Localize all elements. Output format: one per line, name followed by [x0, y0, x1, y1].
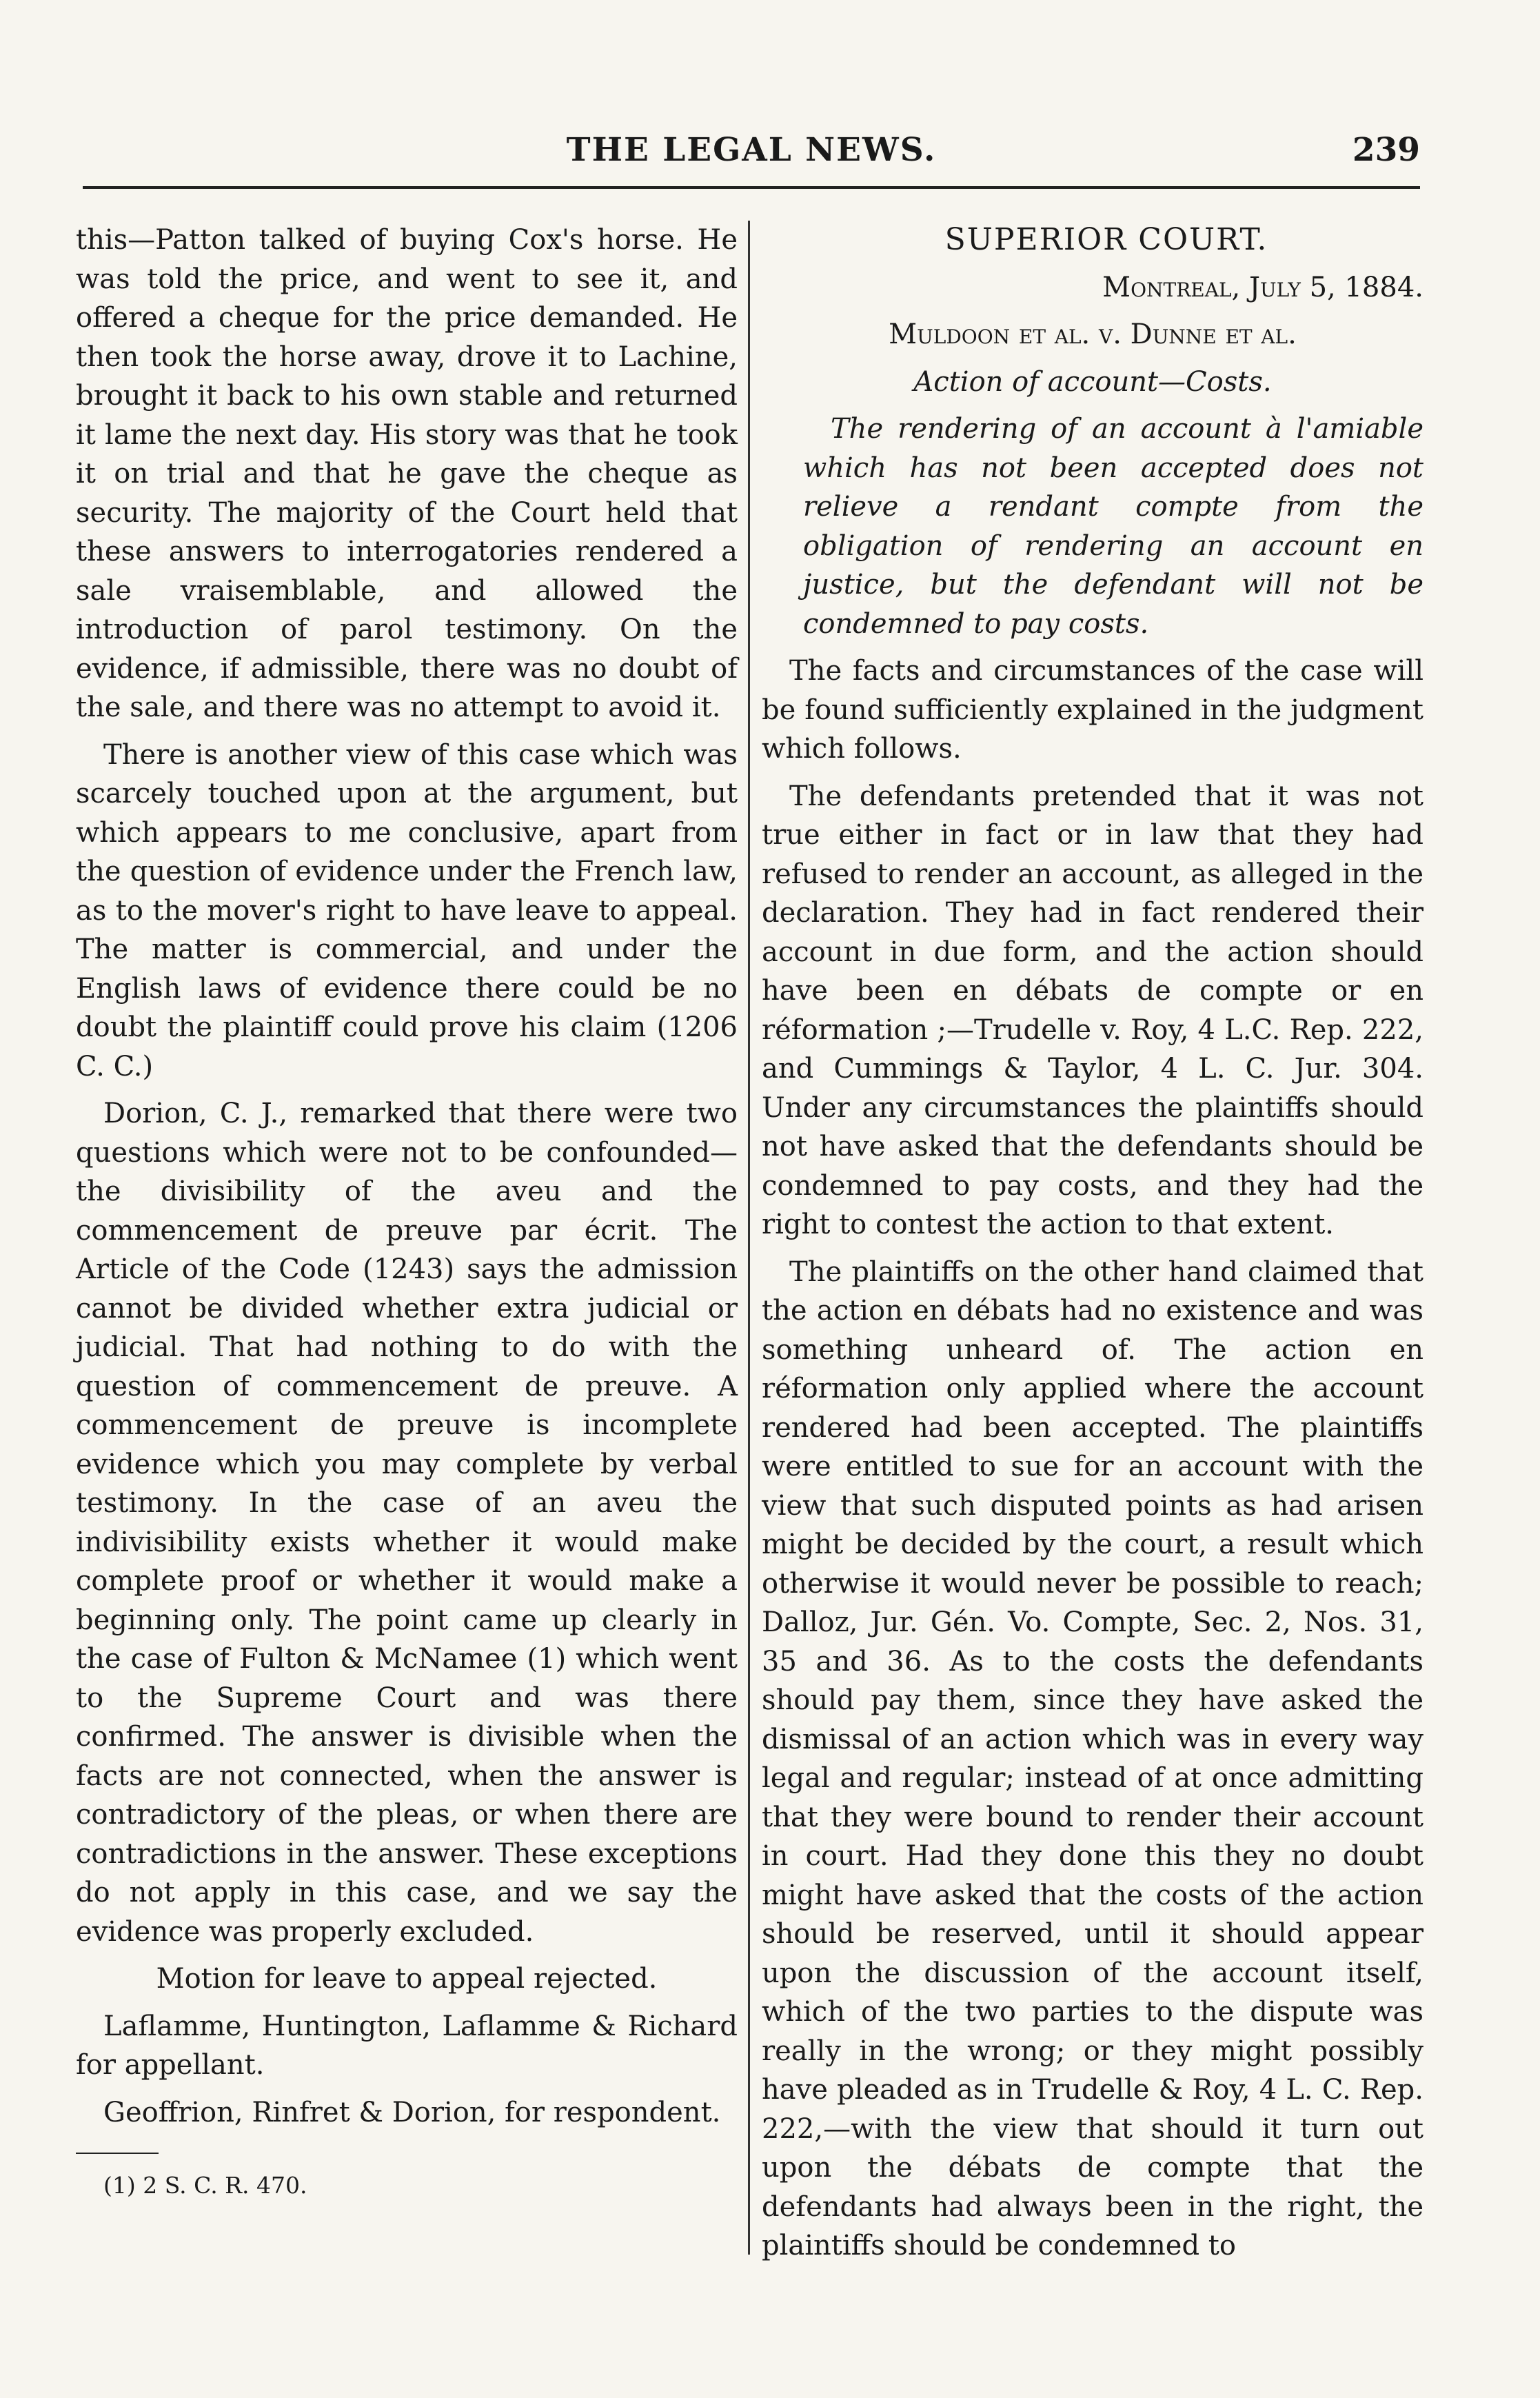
header-rule [83, 186, 1420, 189]
case-name: Muldoon et al. v. Dunne et al. [889, 319, 1297, 350]
case-subject: Action of account—Costs. [913, 365, 1272, 398]
dateline: Montreal, July 5, 1884. [1102, 271, 1424, 303]
right-column [762, 221, 1424, 2274]
left-paragraph-1: this—Patton talked of buying Cox's horse. He was told the price, and went to see it, and offered a cheque for the price demanded. He then took the horse away, drove it to Lachine, brought it back to his own stable and returned it lame the next day. His story was that he took it on trial and that he gave the cheque as security. The majority of the Court held that these answers to interrogatories rendered a sale vraisemblable, and allowed the introduction of parol testimony. On the evidence, if admissible, there was no doubt of the sale, and there was no attempt to avoid it. [76, 224, 738, 723]
counsel-appellant: Laflamme, Huntington, Laflamme & Richard for appellant. [76, 2010, 738, 2081]
left-paragraph-3: Dorion, C. J., remarked that there were two questions which were not to be confounded—the divisibility of the aveu and the commencement de preuve par écrit. The Article of the Code (1243) says the admission cannot be divided whether extra judicial or judicial. That had nothing to do with the question of commencement de preuve. A commencement de preuve is incomplete evidence which you may complete by verbal testimony. In the case of an aveu the indivisibility exists whether it would make complete proof or whether it would make a beginning only. The point came up clearly in the case of Fulton & McNamee (1) which went to the Supreme Court and was there confirmed. The answer is divisible when the facts are not connected, when the answer is contradictory of the pleas, or when there are contradictions in the answer. These exceptions do not apply in this case, and we say the evidence was properly excluded. [76, 1098, 738, 1948]
column-divider [748, 221, 750, 2255]
page-number: 239 [1352, 131, 1420, 169]
headnote: The rendering of an account à l'amiable which has not been accepted does not relieve a rendant compte from the obligation of rendering an account en justice, but the defendant will not be condemned to pay costs. [803, 413, 1424, 640]
running-title: THE LEGAL NEWS. [566, 131, 937, 169]
right-paragraph-2: The defendants pretended that it was not true either in fact or in law that they had refused to render an account, as alleged in the declaration. They had in fact rendered their account in due form, and the action should have been en débats de compte or en réformation ;—Trudelle v. Roy, 4 L.C. Rep. 222, and Cummings & Taylor, 4 L. C. Jur. 304. Under any circumstances the plaintiffs should not have asked that the defendants should be condemned to pay costs, and they had the right to contest the action to that extent. [762, 780, 1424, 1240]
left-column [76, 221, 738, 2214]
page-header [83, 131, 1420, 179]
footnote: (1) 2 S. C. R. 470. [103, 2172, 307, 2199]
right-paragraph-1: The facts and circumstances of the case will be found sufficiently explained in the judgment which follows. [762, 655, 1424, 765]
left-paragraph-2: There is another view of this case which was scarcely touched upon at the argument, but which appears to me conclusive, apart from the question of evidence under the French law, as to the mover's right to have leave to appeal. The matter is commercial, and under the English laws of evidence there could be no doubt the plaintiff could prove his claim (1206 C. C.) [76, 738, 738, 1082]
motion-result: Motion for leave to appeal rejected. [156, 1963, 658, 1995]
right-paragraph-3: The plaintiffs on the other hand claimed that the action en débats had no existence and was something unheard of. The action en réformation only applied where the account rendered had been accepted. The plaintiffs were entitled to sue for an account with the view that such disputed points as had arisen might be decided by the court, a result which otherwise it would never be possible to reach; Dalloz, Jur. Gén. Vo. Compte, Sec. 2, Nos. 31, 35 and 36. As to the costs the defendants should pay them, since they have asked the dismissal of an action which was in every way legal and regular; instead of at once admitting that they were bound to render their account in court. Had they done this they no doubt might have asked that the costs of the action should be reserved, until it should appear upon the discussion of the account itself, which of the two parties to the dispute was really in the wrong; or they might possibly have pleaded as in Trudelle & Roy, 4 L. C. Rep. 222,—with the view that should it turn out upon the débats de compte that the defendants had always been in the right, the plaintiffs should be condemned to [762, 1256, 1424, 2261]
footnote-rule [76, 2153, 159, 2154]
counsel-respondent: Geoffrion, Rinfret & Dorion, for respondent. [103, 2096, 721, 2128]
court-title: SUPERIOR COURT. [944, 222, 1268, 257]
